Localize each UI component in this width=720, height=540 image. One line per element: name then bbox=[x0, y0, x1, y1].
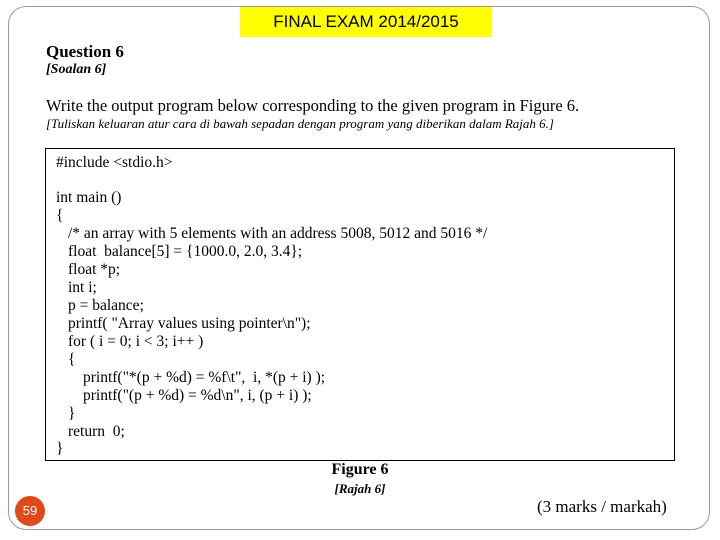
code-box bbox=[45, 148, 675, 461]
code-line-balance: float balance[5] = {1000.0, 2.0, 3.4}; bbox=[68, 243, 303, 260]
code-line-for-open: { bbox=[68, 351, 76, 368]
code-line-main: int main () bbox=[56, 189, 122, 206]
code-line-include: #include <stdio.h> bbox=[56, 154, 173, 171]
code-line-close-brace: } bbox=[56, 440, 64, 457]
code-line-for-close: } bbox=[68, 405, 76, 422]
marks-label: (3 marks / markah) bbox=[537, 497, 667, 516]
question-instruction: Write the output program below corresponding to the given program in Figure 6. bbox=[46, 96, 580, 115]
question-instruction-malay: [Tuliskan keluaran atur cara di bawah sepadan dengan program yang diberikan dalam Rajah 6.] bbox=[46, 116, 554, 131]
figure-caption: Figure 6 bbox=[331, 461, 389, 478]
code-line-printf-header: printf( "Array values using pointer\n"); bbox=[68, 315, 311, 332]
page-number-badge: 59 bbox=[15, 496, 45, 526]
code-line-int-decl: int i; bbox=[68, 279, 97, 296]
figure-caption-malay: [Rajah 6] bbox=[334, 481, 386, 496]
code-line-printf-address: printf("(p + %d) = %d\n", i, (p + i) ); bbox=[83, 387, 312, 404]
code-line-assign: p = balance; bbox=[68, 297, 144, 314]
code-line-comment: /* an array with 5 elements with an address 5008, 5012 and 5016 */ bbox=[68, 225, 488, 242]
code-line-return: return 0; bbox=[68, 423, 125, 440]
code-line-printf-value: printf("*(p + %d) = %f\t", i, *(p + i) ); bbox=[83, 369, 326, 386]
question-title-malay: [Soalan 6] bbox=[46, 62, 107, 77]
code-line-open-brace: { bbox=[56, 207, 64, 224]
exam-title-banner: FINAL EXAM 2014/2015 bbox=[240, 7, 492, 37]
code-line-pointer-decl: float *p; bbox=[68, 261, 121, 278]
question-title: Question 6 bbox=[46, 42, 124, 61]
code-line-for: for ( i = 0; i < 3; i++ ) bbox=[68, 333, 204, 350]
